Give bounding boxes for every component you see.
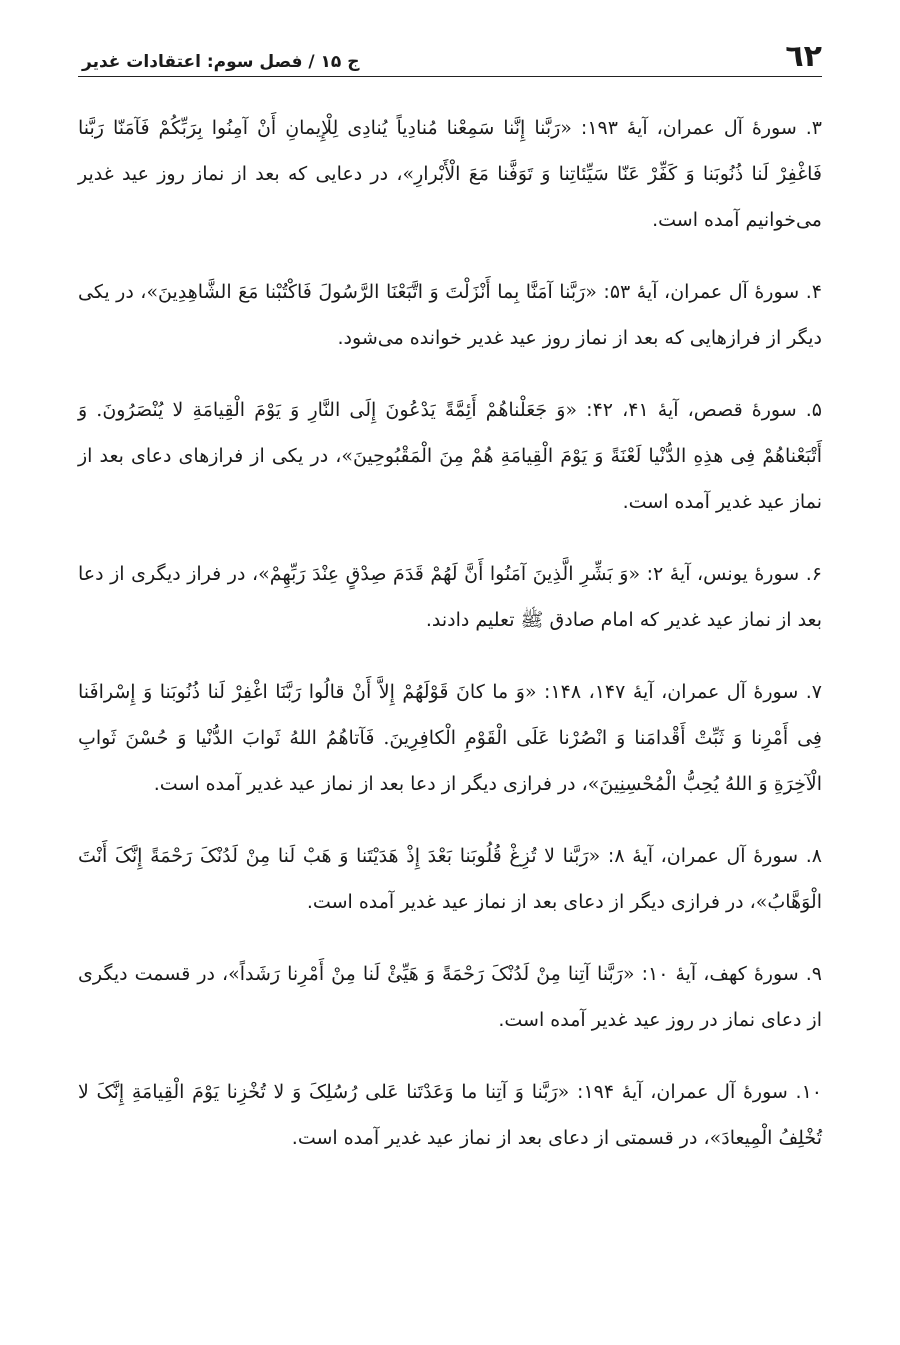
verse-item-6 [78, 551, 822, 643]
verse-item-3 [78, 105, 822, 243]
verse-item-8 [78, 833, 822, 925]
page-number: ٦٢ [785, 39, 822, 74]
quran-quote: «وَ بَشِّرِ الَّذِینَ آمَنُوا أَنَّ لَهُمْ قَدَمَ صِدْقٍ عِنْدَ رَبِّهِمْ» [258, 563, 641, 585]
quran-quote: «وَ جَعَلْناهُمْ أَئِمَّةً یَدْعُونَ إِلَی النَّارِ وَ یَوْمَ الْقِیامَةِ لا یُنْصَرُونَ. وَ أَتْبَعْناهُمْ فِی هذِهِ الدُّنْیا لَعْنَةً وَ یَوْمَ الْقِیامَةِ هُمْ مِنَ الْمَقْبُوحِینَ» [78, 399, 822, 467]
page-header [78, 24, 822, 77]
verse-commentary: ، در فرازی دیگر از دعا بعد از نماز عید غدیر آمده است. [153, 773, 588, 795]
verse-item-4 [78, 269, 822, 361]
verse-reference: ۸. سورۀ آل عمران، آیۀ ۸: [600, 845, 822, 867]
verse-item-10 [78, 1069, 822, 1161]
verse-commentary: ، در یکی دیگر از فرازهایی که بعد از نماز روز عید غدیر خوانده می‌شود. [78, 281, 822, 349]
verse-commentary: ، در دعایی که بعد از نماز روز عید غدیر می‌خوانیم آمده است. [78, 163, 822, 231]
verse-item-5 [78, 387, 822, 525]
verse-reference: ۷. سورۀ آل عمران، آیۀ ۱۴۷، ۱۴۸: [536, 681, 822, 703]
verse-reference: ۹. سورۀ کهف، آیۀ ۱۰: [634, 963, 822, 985]
verse-reference: ۳. سورۀ آل عمران، آیۀ ۱۹۳: [571, 117, 823, 139]
verse-commentary: ، در فراز دیگری از دعا بعد از نماز عید غدیر که امام صادق ﷺ تعلیم دادند. [78, 563, 822, 631]
page-body [78, 105, 822, 1161]
verse-item-7 [78, 669, 822, 807]
quran-quote: «رَبَّنا وَ آتِنا ما وَعَدْتَنا عَلی رُسُلِکَ وَ لا تُخْزِنا یَوْمَ الْقِیامَةِ إِنَّکَ لا تُخْلِفُ الْمِیعادَ» [78, 1081, 822, 1149]
running-head: ج ۱۵ / فصل سوم: اعتقادات غدیر [82, 52, 360, 72]
quran-quote: «رَبَّنا لا تُزِغْ قُلُوبَنا بَعْدَ إِذْ هَدَیْتَنا وَ هَبْ لَنا مِنْ لَدُنْکَ رَحْمَةً إِنَّکَ أَنْتَ الْوَهَّابُ» [78, 845, 822, 913]
verse-commentary: ، در قسمتی از دعای بعد از نماز عید غدیر آمده است. [291, 1127, 710, 1149]
verse-reference: ۴. سورۀ آل عمران، آیۀ ۵۳: [596, 281, 823, 303]
quran-quote: «رَبَّنا آمَنَّا بِما أَنْزَلْتَ وَ اتَّبَعْنَا الرَّسُولَ فَاکْتُبْنا مَعَ الشَّاهِدِینَ» [146, 281, 597, 303]
verse-item-9 [78, 951, 822, 1043]
quran-quote: «وَ ما کانَ قَوْلَهُمْ إِلاَّ أَنْ قالُوا رَبَّنَا اغْفِرْ لَنا ذُنُوبَنا وَ إِسْرافَنا فِی أَمْرِنا وَ ثَبِّتْ أَقْدامَنا وَ انْصُرْنا عَلَی الْقَوْمِ الْکافِرِینَ. فَآتاهُمُ اللهُ ثَوابَ الدُّنْیا وَ حُسْنَ ثَوابِ الْآخِرَةِ وَ اللهُ یُحِبُّ الْمُحْسِنِینَ» [78, 681, 822, 795]
book-page [78, 24, 822, 1305]
verse-reference: ۵. سورۀ قصص، آیۀ ۴۱، ۴۲: [577, 399, 823, 421]
verse-commentary: ، در یکی از فرازهای دعای بعد از نماز عید غدیر آمده است. [78, 445, 822, 513]
verse-reference: ۶. سورۀ یونس، آیۀ ۲: [640, 563, 822, 585]
verse-commentary: ، در قسمت دیگری از دعای نماز در روز عید غدیر آمده است. [78, 963, 822, 1031]
verse-reference: ۱۰. سورۀ آل عمران، آیۀ ۱۹۴: [569, 1081, 822, 1103]
verse-commentary: ، در فرازی دیگر از دعای بعد از نماز عید غدیر آمده است. [306, 891, 756, 913]
quran-quote: «رَبَّنا إِنَّنا سَمِعْنا مُنادِیاً یُنادِی لِلْإِیمانِ أَنْ آمِنُوا بِرَبِّکُمْ فَآمَنّا رَبَّنا فَاغْفِرْ لَنا ذُنُوبَنا وَ کَفِّرْ عَنّا سَیِّئاتِنا وَ تَوَفَّنا مَعَ الْأَبْرارِ» [78, 117, 822, 185]
quran-quote: «رَبَّنا آتِنا مِنْ لَدُنْکَ رَحْمَةً وَ هَیِّئْ لَنا مِنْ أَمْرِنا رَشَداً» [228, 963, 635, 985]
